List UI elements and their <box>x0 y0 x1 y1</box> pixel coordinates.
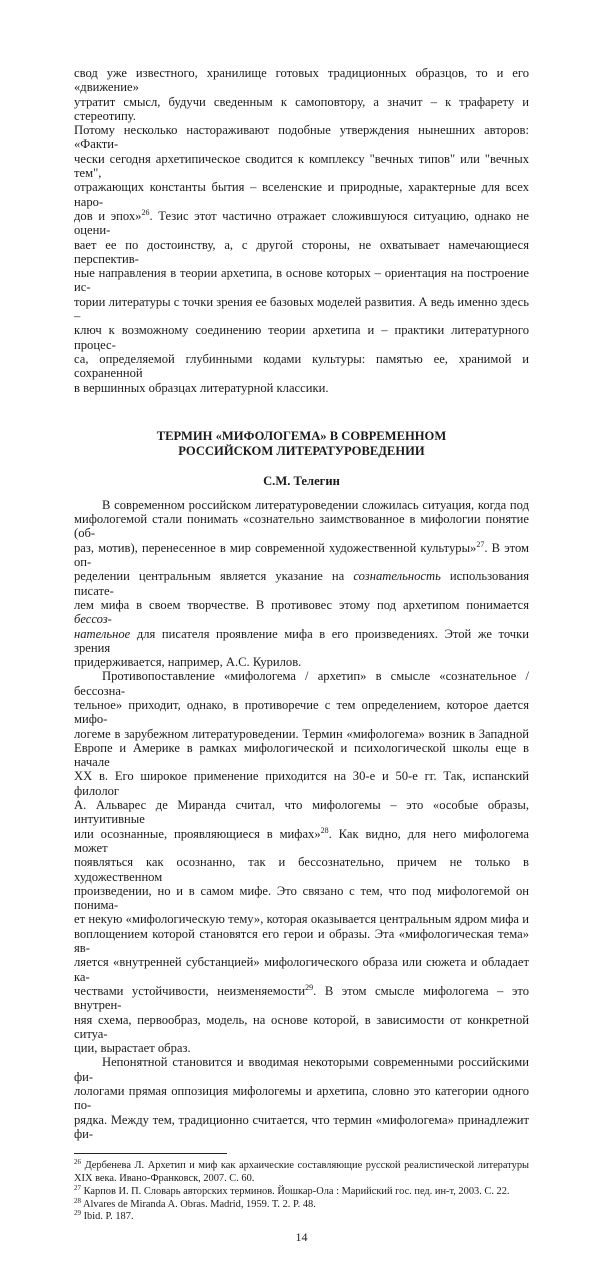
line-text: дов и эпох» <box>74 208 142 223</box>
text-line <box>74 123 529 152</box>
line-text: мифологемой стали понимать «сознательно заимствованное в мифологии понятие (об- <box>74 512 529 541</box>
line-text: лологами прямая оппозиция мифологемы и архетипа, словно это категории одного по- <box>74 1084 529 1113</box>
text-line <box>74 66 529 95</box>
line-text: . Тезис этот частично отражает сложившуюся ситуацию, однако не оцени- <box>74 208 529 238</box>
line-text: лем мифа в своем творчестве. В противовес этому под архетипом понимается <box>74 597 529 612</box>
line-text: утратит смысл, будучи сведенным к самоповтору, а значит – к трафарету и стереотипу. <box>74 94 529 123</box>
text-line <box>74 741 529 770</box>
article-author: С.М. Телегин <box>263 473 340 488</box>
line-text: . В этом смысле мифологема – это внутрен- <box>74 983 529 1013</box>
text-line <box>74 295 529 324</box>
line-text: раз, мотив), перенесенное в мир современной художественной культуры» <box>74 540 477 555</box>
text-line <box>74 912 529 926</box>
line-text: Противопоставление «мифологема / архетип» в смысле «сознательное / бессозна- <box>74 669 529 698</box>
footnote-ref: 27 <box>74 1183 81 1192</box>
text-line <box>74 884 529 913</box>
text-line <box>74 1084 529 1113</box>
line-text: тельное» приходит, однако, в противоречие с тем определением, которое дается мифо- <box>74 697 529 727</box>
line-text: Потому несколько настораживают подобные утверждения нынешних авторов: «Факти- <box>74 123 529 152</box>
italic-text: нательное <box>74 626 131 641</box>
line-text: XIX века. Ивано-Франковск, 2007. С. 60. <box>74 1172 255 1184</box>
text-line <box>74 238 529 267</box>
line-text: произведении, но и в самом мифе. Это связано с тем, что под мифологемой он понима- <box>74 883 529 913</box>
text-line <box>74 727 529 741</box>
line-text: появляться как осознанно, так и бессознательно, причем не только в художественном <box>74 855 529 884</box>
text-line <box>74 598 529 627</box>
text-line <box>74 669 529 698</box>
line-text: . Как видно, для него мифологема может <box>74 826 530 855</box>
line-text: рядка. Между тем, традиционно считается, что термин «мифологема» принадлежит фи- <box>74 1112 529 1141</box>
line-text: Непонятной становится и вводимая некоторыми современными российскими фи- <box>74 1055 529 1084</box>
line-text: Европе и Америке в рамках мифологической и психологической школы еще в начале <box>74 740 529 770</box>
line-text: ключ к возможному соединению теории архетипа и – практики литературного процес- <box>74 323 529 352</box>
line-text: логеме в зарубежном литературоведении. Термин «мифологема» возник в Западной <box>74 726 529 741</box>
line-text: воплощением которой становятся его герои и образы. Эта «мифологическая тема» яв- <box>74 926 529 956</box>
footnote-divider <box>74 1153 227 1154</box>
footnote-ref: 26 <box>74 1158 81 1167</box>
line-text: или осознанные, проявляющиеся в мифах» <box>74 826 321 841</box>
text-line <box>74 95 529 124</box>
footnote-ref: 29 <box>74 1209 81 1218</box>
footnote-ref: 28 <box>320 825 329 835</box>
text-line <box>74 498 529 512</box>
footnote-line <box>74 1160 529 1173</box>
line-text: В современном российском литературоведении сложилась ситуация, когда под <box>102 497 529 512</box>
text-line <box>74 798 529 827</box>
text-line <box>74 855 529 884</box>
line-text: тории литературы с точки зрения ее базовых моделей развития. А ведь именно здесь – <box>74 294 529 324</box>
italic-text: сознательность <box>353 569 441 584</box>
line-text: са, определяемой глубинными кодами культуры: памятью ее, хранимой и сохраненной <box>74 351 529 381</box>
line-text: чески сегодня архетипическое сводится к комплексу "вечных типов" или "вечных тем", <box>74 151 529 181</box>
article-title-line: ТЕРМИН «МИФОЛОГЕМА» В СОВРЕМЕННОМ <box>156 428 447 443</box>
text-line <box>74 1013 529 1042</box>
text-line <box>74 955 529 984</box>
line-text: XX в. Его широкое применение приходится на 30-е и 50-е гг. Так, испанский филолог <box>74 769 529 798</box>
line-text: для писателя проявление мифа в его произведениях. Этой же точки зрения <box>74 626 529 655</box>
text-line <box>74 984 529 1013</box>
line-text: отражающих константы бытия – вселенские и природные, характерные для всех наро- <box>74 180 529 209</box>
footnote-ref: 28 <box>74 1196 81 1205</box>
line-text: использования писате- <box>74 569 529 598</box>
italic-text: бессоз- <box>74 612 112 627</box>
line-text: ляется «внутренней субстанцией» мифологического образа или сюжета и обладает ка- <box>74 955 529 984</box>
footnote-ref: 26 <box>141 207 150 217</box>
line-text: ределении центральным является указание на <box>74 569 354 584</box>
line-text: ции, вырастает образ. <box>74 1041 191 1056</box>
line-text: вает ее по достоинству, а, с другой стороны, не охватывает намечающиеся перспектив- <box>74 237 529 266</box>
line-text: няя схема, первообраз, модель, на основе которой, в зависимости от конкретной ситуа- <box>74 1012 529 1041</box>
text-line <box>74 927 529 956</box>
line-text: Дербенева Л. Архетип и миф как архаические составляющие русской реалистической литературы <box>81 1160 529 1172</box>
line-text: ет некую «мифологическую тему», которая оказывается центральным ядром мифа и <box>74 912 529 927</box>
footnote-line <box>74 1183 529 1199</box>
text-line <box>74 541 529 570</box>
line-text: ные направления в теории архетипа, в основе которых – ориентация на построение ис- <box>74 266 529 295</box>
continued-paragraph <box>74 66 529 395</box>
page-number: 14 <box>295 1230 308 1245</box>
text-line <box>74 1041 529 1055</box>
footnotes <box>74 1160 529 1224</box>
text-line <box>74 323 529 352</box>
text-line <box>74 152 529 181</box>
footnote-line <box>74 1173 529 1186</box>
line-text: чествами устойчивости, неизменяемости <box>74 983 306 998</box>
text-line <box>74 827 529 856</box>
line-text: А. Альварес де Миранда считал, что мифологемы – это «особые образы, интуитивные <box>74 798 529 827</box>
text-line <box>74 627 529 656</box>
line-text: Ibid. P. 187. <box>81 1211 134 1223</box>
article-body <box>74 498 529 1141</box>
article-title-line: РОССИЙСКОМ ЛИТЕРАТУРОВЕДЕНИИ <box>178 444 425 459</box>
footnote-ref: 27 <box>476 539 485 549</box>
line-text: придерживается, например, А.С. Курилов. <box>74 655 302 670</box>
article-title <box>74 429 529 460</box>
footnote-line <box>74 1211 529 1224</box>
text-line <box>74 352 529 381</box>
footnote-ref: 29 <box>305 982 314 992</box>
line-text: . В этом оп- <box>74 540 529 570</box>
line-text: свод уже известного, хранилище готовых традиционных образцов, то и его «движение» <box>74 66 529 95</box>
footnote-line <box>74 1196 529 1212</box>
line-text: в вершинных образцах литературной классики. <box>74 380 329 395</box>
text-line <box>74 698 529 727</box>
line-text: Alvares de Miranda A. Obras. Madrid, 1959. T. 2. P. 48. <box>81 1198 316 1210</box>
text-line <box>74 381 529 395</box>
text-line <box>74 266 529 295</box>
text-line <box>74 1113 529 1142</box>
text-line <box>74 569 529 598</box>
line-text: Карпов И. П. Словарь авторских терминов. Йошкар-Ола : Марийский гос. пед. ин-т, 2003. С. 22. <box>81 1185 510 1197</box>
text-line <box>74 180 529 209</box>
text-line <box>74 512 529 541</box>
text-line <box>74 209 529 238</box>
text-line <box>74 655 529 669</box>
text-line <box>74 769 529 798</box>
text-line <box>74 1055 529 1084</box>
